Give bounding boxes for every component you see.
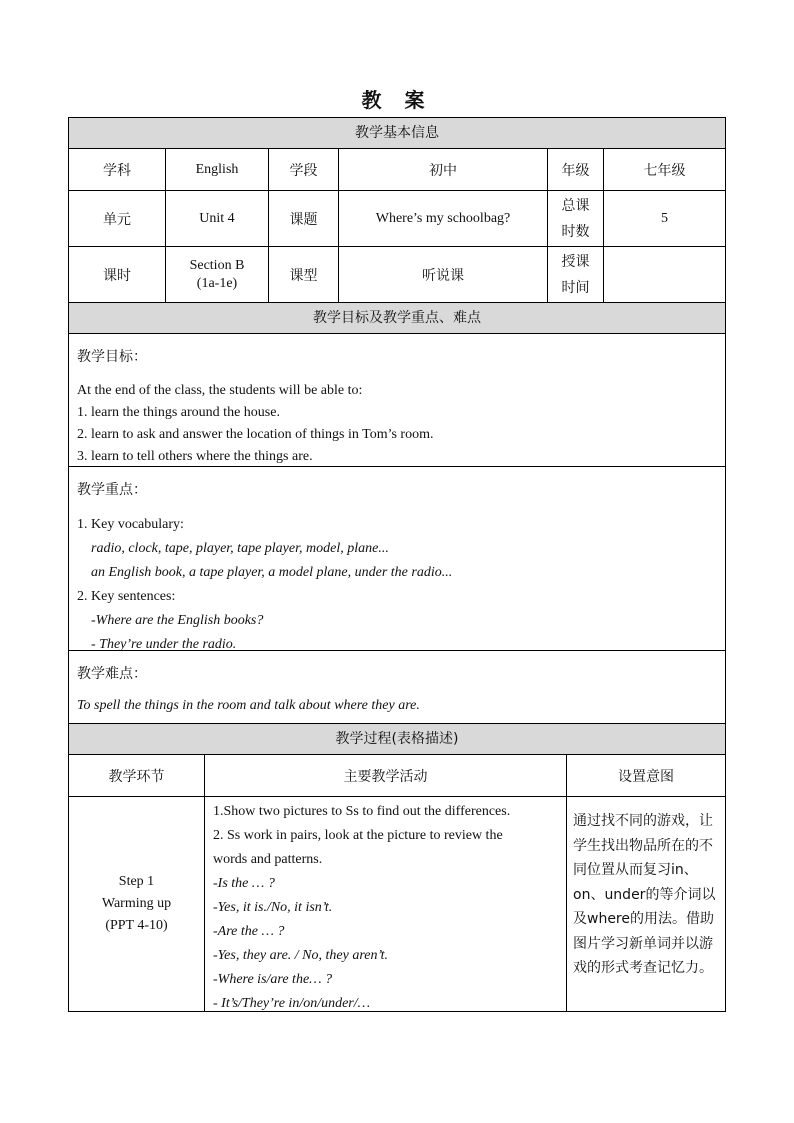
value-unit: Unit 4 xyxy=(166,191,269,246)
label-total-hours xyxy=(548,191,604,246)
value-period-line2: (1a-1e) xyxy=(196,275,238,291)
value-stage: 初中 xyxy=(339,149,548,190)
process-header-row xyxy=(69,755,725,797)
key-sentence-2: - They’re under the radio. xyxy=(91,637,237,652)
difficulty-block xyxy=(69,651,725,724)
label-subject: 学科 xyxy=(69,149,166,190)
key-points-heading: 教学重点： xyxy=(77,482,147,498)
section-header-process: 教学过程(表格描述) xyxy=(69,724,725,755)
activity-line: - It’s/They’re in/on/under/… xyxy=(213,996,371,1011)
section-header-objectives: 教学目标及教学重点、难点 xyxy=(69,303,725,334)
lesson-plan-table xyxy=(68,117,726,1012)
key-vocab-list-1: radio, clock, tape, player, tape player, model, plane... xyxy=(91,541,389,556)
difficulty-text: To spell the things in the room and talk about where they are. xyxy=(77,698,420,713)
value-subject: English xyxy=(166,149,269,190)
goals-line: 1. learn the things around the house. xyxy=(77,405,280,420)
label-stage: 学段 xyxy=(269,149,339,190)
label-period: 课时 xyxy=(69,247,166,302)
goals-block xyxy=(69,334,725,467)
goals-line: At the end of the class, the students will be able to: xyxy=(77,383,363,398)
purpose-cell xyxy=(567,797,725,1011)
label-teaching-time xyxy=(548,247,604,302)
col-header-purpose: 设置意图 xyxy=(618,768,674,785)
col-header-stage: 教学环节 xyxy=(69,755,205,796)
label-topic: 课题 xyxy=(269,191,339,246)
activity-line: -Where is/are the… ? xyxy=(213,972,333,987)
label-lesson-type: 课型 xyxy=(269,247,339,302)
value-period-line1: Section B xyxy=(189,257,245,273)
goals-line: 2. learn to ask and answer the location of things in Tom’s room. xyxy=(77,427,434,442)
goals-heading: 教学目标： xyxy=(77,349,147,365)
value-lesson-type: 听说课 xyxy=(339,247,548,302)
activity-line: -Yes, it is./No, it isn’t. xyxy=(213,900,333,915)
info-row-2 xyxy=(69,191,725,247)
label-teaching-time-line1: 授课 xyxy=(561,253,590,270)
activity-line: 1.Show two pictures to Ss to find out the differences. xyxy=(213,804,511,819)
col-header-activities: 主要教学活动 xyxy=(205,755,567,796)
key-points-block xyxy=(69,467,725,651)
label-total-hours-line2: 时数 xyxy=(561,223,590,240)
label-grade: 年级 xyxy=(548,149,604,190)
key-sentence-1: -Where are the English books? xyxy=(91,613,264,628)
info-row-3 xyxy=(69,247,725,303)
activity-line: -Is the … ? xyxy=(213,876,275,891)
info-row-1 xyxy=(69,149,725,191)
value-grade: 七年级 xyxy=(643,162,686,179)
label-unit: 单元 xyxy=(69,191,166,246)
purpose-text: 通过找不同的游戏，让学生找出物品所在的不同位置从而复习in、on、under的等介词以及where的用法。借助图片学习新单词并以游戏的形式考查记忆力。 xyxy=(573,813,716,976)
value-total-hours: 5 xyxy=(661,210,668,226)
difficulty-heading: 教学难点： xyxy=(77,666,147,682)
activity-line: -Are the … ? xyxy=(213,924,285,939)
step-name: Warming up xyxy=(101,896,172,911)
value-period xyxy=(166,247,269,302)
activity-line: words and patterns. xyxy=(213,852,323,867)
label-total-hours-line1: 总课 xyxy=(561,197,590,214)
activity-line: -Yes, they are. / No, they aren’t. xyxy=(213,948,388,963)
step-ppt: (PPT 4-10) xyxy=(105,918,168,933)
step-number: Step 1 xyxy=(118,874,155,889)
key-vocab-title: 1. Key vocabulary: xyxy=(77,517,184,532)
value-topic: Where’s my schoolbag? xyxy=(339,191,548,246)
activities-cell xyxy=(205,797,567,1011)
key-sentences-title: 2. Key sentences: xyxy=(77,589,176,604)
page-title: 教 案 xyxy=(361,88,433,112)
section-header-basic-info: 教学基本信息 xyxy=(69,118,725,149)
process-row-step1 xyxy=(69,797,725,1011)
label-teaching-time-line2: 时间 xyxy=(561,279,590,296)
step-cell xyxy=(69,797,205,1011)
goals-line: 3. learn to tell others where the things are. xyxy=(77,449,313,464)
key-vocab-list-2: an English book, a tape player, a model plane, under the radio... xyxy=(91,565,453,580)
value-teaching-time xyxy=(604,247,725,302)
activity-line: 2. Ss work in pairs, look at the picture to review the xyxy=(213,828,503,843)
